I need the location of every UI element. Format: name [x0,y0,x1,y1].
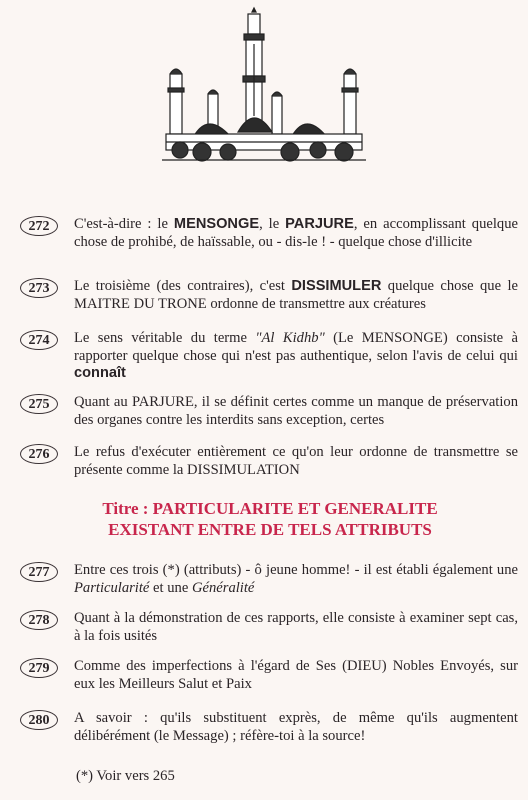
verse-text-segment: Particularité [74,579,150,596]
verse-number: 280 [20,710,58,730]
verse-text [74,330,518,383]
verse-number: 279 [20,658,58,678]
verse-text [74,710,518,745]
verse-number: 275 [20,394,58,414]
verse-text-segment: Quant au PARJURE, il se définit certes comme un manque de préservation des organes contre les interdits sans exception, certes [74,394,518,428]
verse-number: 276 [20,444,58,464]
verse-text-segment: Quant à la démonstration de ces rapports, elle consiste à examiner sept cas, à la fois usités [74,610,518,644]
verse-text-segment: , en accomplissant quelque chose de prohibé, de haïssable, ou - dis-le ! - quelque chose d'illicite [74,216,518,250]
verse-text-segment: connaît [74,365,126,381]
verse-text-segment: A savoir : qu'ils substituent exprès, de même qu'ils augmentent délibérément (le Message) ; réfère-toi à la source! [74,710,518,744]
verse-text-segment: (Le MENSONGE) consiste à rapporter quelque chose qui n'est pas authentique, selon l'avis de celui qui [74,330,518,364]
verse-text-segment: Comme des imperfections à l'égard de Ses (DIEU) Nobles Envoyés, sur eux les Meilleurs Salut et Paix [74,658,518,692]
verse-text [74,394,518,429]
verse-text [74,278,518,313]
verse-text-segment: Généralité [191,579,255,596]
verse-text-segment: Le refus d'exécuter entièrement ce qu'on leur ordonne de transmettre se présente comme la DISSIMULATION [74,444,518,478]
section-title [40,498,500,540]
verse-text [74,444,518,479]
verse-text-segment: DISSIMULER [291,278,382,294]
verse-text-segment: , le [259,216,286,232]
verse-text-segment: quelque chose que le MAITRE DU TRONE ordonne de transmettre aux créatures [74,278,518,312]
verse-number: 273 [20,278,58,298]
verse-text-segment: Le troisième (des contraires), c'est [74,278,292,294]
verse-text-segment: "Al Kidhb" [255,330,325,346]
verse-number: 272 [20,216,58,236]
verse-text [74,658,518,693]
verse-text [74,562,518,597]
verse-text-segment: MENSONGE [173,216,260,232]
footnote: (*) Voir vers 265 [76,768,175,784]
mosque-illustration [158,4,370,164]
verse-text-segment: Le sens véritable du terme [74,330,256,346]
section-title-line1: Titre : PARTICULARITE ET GENERALITE [102,499,438,518]
verse-text [74,610,518,645]
verse-text-segment: C'est-à-dire : le [74,216,174,232]
verse-text [74,216,518,251]
verse-text-segment: Entre ces trois (*) (attributs) - ô jeune homme! - il est établi également une [74,562,518,578]
verse-number: 278 [20,610,58,630]
verse-text-segment: et une [149,579,192,596]
verse-number: 277 [20,562,58,582]
verse-text-segment: PARJURE [285,216,354,232]
verse-number: 274 [20,330,58,350]
section-title-line2: EXISTANT ENTRE DE TELS ATTRIBUTS [108,520,432,539]
